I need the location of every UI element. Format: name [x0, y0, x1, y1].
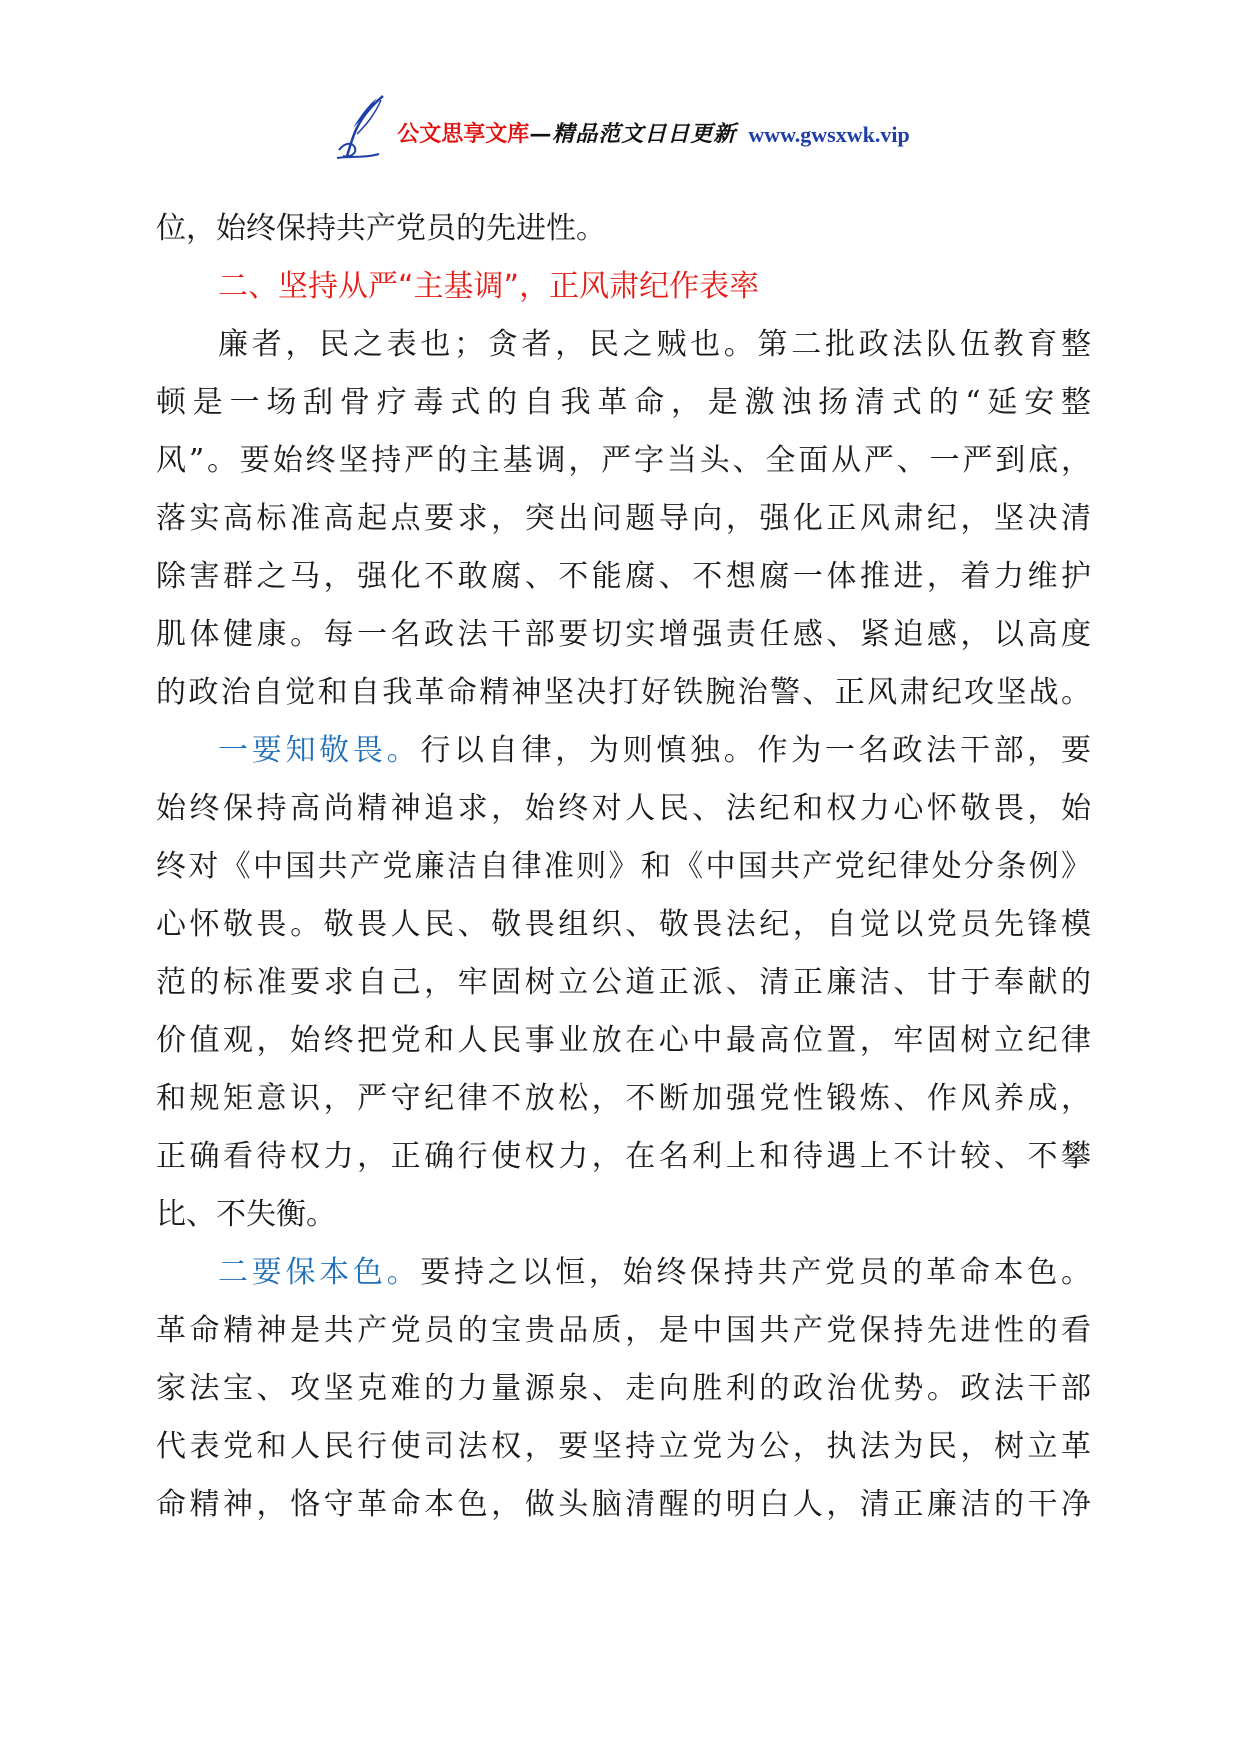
text-line: 廉者，民之表也；贪者，民之贼也。第二批政法队伍教育整 — [218, 327, 1091, 362]
quill-pen-icon — [331, 92, 391, 162]
text-line: 的政治自觉和自我革命精神坚决打好铁腕治警、正风肃纪攻坚战。 — [156, 675, 1091, 710]
text-line: 正确看待权力，正确行使权力，在名利上和待遇上不计较、不攀 — [156, 1139, 1091, 1174]
text-line: 落实高标准高起点要求，突出问题导向，强化正风肃纪，坚决清 — [156, 501, 1091, 536]
text-line: 肌体健康。每一名政法干部要切实增强责任感、紧迫感，以高度 — [156, 617, 1091, 652]
text-line: 命精神，恪守革命本色，做头脑清醒的明白人，清正廉洁的干净 — [156, 1487, 1091, 1522]
text-line: 位，始终保持共产党员的先进性。 — [156, 211, 606, 246]
text-line: 家法宝、攻坚克难的力量源泉、走向胜利的政治优势。政法干部 — [156, 1371, 1091, 1406]
text-line: 风”。要始终坚持严的主基调，严字当头、全面从严、一严到底， — [156, 443, 1091, 478]
text-line: 心怀敬畏。敬畏人民、敬畏组织、敬畏法纪，自觉以党员先锋模 — [156, 907, 1091, 942]
section-heading: 二、坚持从严“主基调”，正风肃纪作表率 — [218, 269, 760, 304]
paragraph-lead: 二要保本色。 — [218, 1255, 421, 1290]
site-name: 公文思享文库 — [397, 121, 530, 147]
paragraph-lead-line — [156, 722, 1091, 780]
text-line: 代表党和人民行使司法权，要坚持立党为公，执法为民，树立革 — [156, 1429, 1091, 1464]
text-line: 和规矩意识，严守纪律不放松，不断加强党性锻炼、作风养成， — [156, 1081, 1091, 1116]
page-header — [0, 82, 1241, 162]
document-body — [156, 200, 1091, 1534]
text-line: 终对《中国共产党廉洁自律准则》和《中国共产党纪律处分条例》 — [156, 849, 1091, 884]
text-line: 要持之以恒，始终保持共产党员的革命本色。 — [420, 1255, 1091, 1290]
paragraph-lead-line — [156, 1244, 1091, 1302]
text-line: 行以自律，为则慎独。作为一名政法干部，要 — [420, 733, 1091, 768]
site-slogan: —精品范文日日更新 — [529, 121, 737, 147]
text-line: 比、不失衡。 — [156, 1197, 336, 1232]
paragraph-lead: 一要知敬畏。 — [218, 733, 421, 768]
text-line: 始终保持高尚精神追求，始终对人民、法纪和权力心怀敬畏，始 — [156, 791, 1091, 826]
text-line: 除害群之马，强化不敢腐、不能腐、不想腐一体推进，着力维护 — [156, 559, 1091, 594]
text-line: 价值观，始终把党和人民事业放在心中最高位置，牢固树立纪律 — [156, 1023, 1091, 1058]
text-line: 革命精神是共产党员的宝贵品质，是中国共产党保持先进性的看 — [156, 1313, 1091, 1348]
site-url[interactable]: www.gwsxwk.vip — [748, 122, 910, 147]
text-line: 顿是一场刮骨疗毒式的自我革命，是激浊扬清式的“延安整 — [156, 385, 1091, 420]
text-line: 范的标准要求自己，牢固树立公道正派、清正廉洁、甘于奉献的 — [156, 965, 1091, 1000]
